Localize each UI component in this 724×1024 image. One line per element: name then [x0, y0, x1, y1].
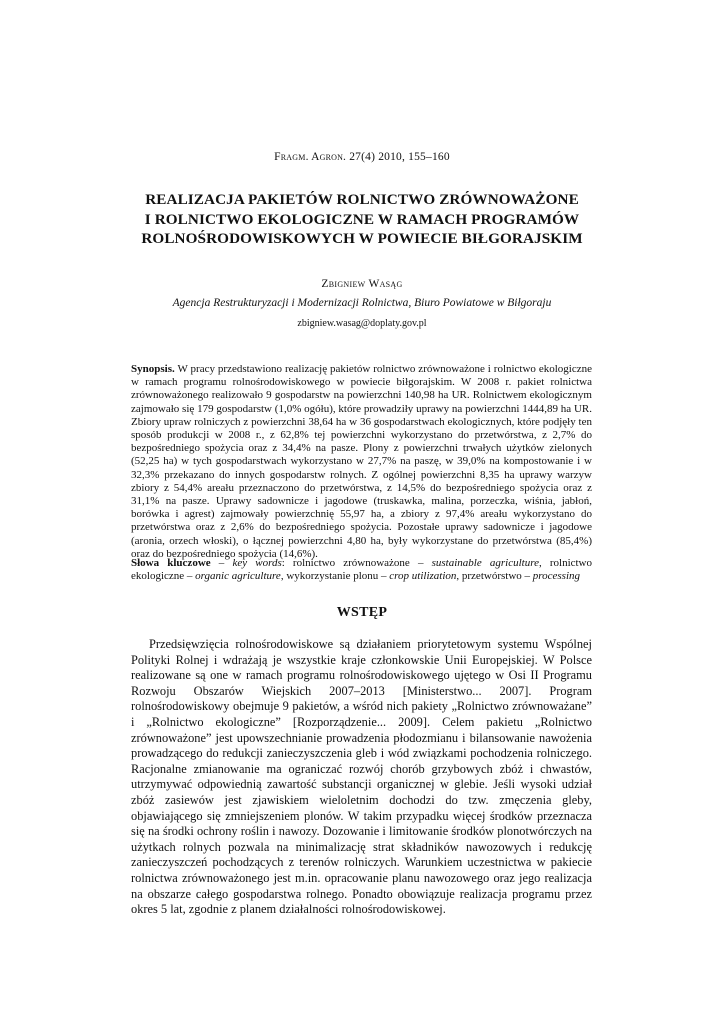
abstract-text: W pracy przedstawiono realizację pakietów rolnictwo zrównoważone i rolnictwo ekologiczne w ramach programu rolnośrodowiskowego w powiecie biłgorajskim. W 2008 r. pakiet rolnictwa zrównoważonego realizowało 9 gospodarstw na powierzchni 140,98 ha UR. Rolnictwem ekologicznym zajmowało się 179 gospodarstw (1,0% ogółu), które prowadziły uprawy na powierzchni 1444,89 ha UR. Zbiory upraw rolniczych z powierzchni 38,64 ha w 36 gospodarstwach ekologicznych, które podjęły ten sposób produkcji w 2008 r., z 62,8% tej powierzchni wykorzystano do przetwórstwa, z 2,7% do bezpośredniego spożycia oraz z 34,4% na pasze. Plony z powierzchni trwałych użytków zielonych (52,25 ha) w tych gospodarstwach wykorzystano w 27,7% na paszę, w 39,0% na kompostowanie i w 32,3% przekazano do innych gospodarstw rolnych. Z ogólnej powierzchni 8,35 ha uprawy warzyw zbiory z 54,4% areału przeznaczono do przetwórstwa, z 14,5% do bezpośredniego spożycia oraz z 31,1% na pasze. Uprawy sadownicze i jagodowe (truskawka, malina, porzeczka, wiśnia, jabłoń, borówka i agrest) zajmowały powierzchnię 55,97 ha, a zbiory z 97,4% areału wykorzystano do przetwórstwa oraz z 2,6% do bezpośredniego spożycia. Pozostałe uprawy sadownicze i jagodowe (aronia, orzech włoski), o łącznej powierzchni 4,80 ha, były wykorzystane do przetwórstwa (85,4%) oraz do bezpośredniego spożycia (14,6%). — [131, 363, 592, 560]
keywords-sep: – — [210, 557, 233, 569]
title-line-2: I ROLNICTWO EKOLOGICZNE W RAMACH PROGRAMÓW — [144, 210, 580, 228]
author-name: Zbigniew Wasąg — [321, 278, 403, 290]
keywords-en-label: key words — [232, 557, 282, 569]
journal-name: Fragm. Agron. — [274, 151, 347, 163]
author-affiliation: Agencja Restrukturyzacji i Modernizacji Rolnictwa, Biuro Powiatowe w Biłgoraju — [172, 297, 552, 309]
section-paragraph: Przedsięwzięcia rolnośrodowiskowe są działaniem priorytetowym systemu Wspólnej Polityki Rolnej i wdrażają je wszystkie kraje członkowskie Unii Europejskiej. W Polsce realizowane są one w ramach programu rolnośrodowiskowego ujętego w Osi II Programu Rozwoju Obszarów Wiejskich 2007–2013 [Ministerstwo... 2007]. Program rolnośrodowiskowy obejmuje 9 pakietów, a wśród nich pakiety „Rolnictwo zrównoważane” i „Rolnictwo ekologiczne” [Rozporządzenie... 2009]. Celem pakietu „Rolnictwo zrównoważone” jest upowszechnianie prowadzenia płodozmianu i bilansowanie nawożenia prowadzącego do redukcji zanieczyszczenia gleb i wód związkami pochodzenia rolniczego. Racjonalne zmianowanie ma ograniczać rozwój chorób grzybowych zbóż i chwastów, utrzymywać odpowiednią zawartość substancji organicznej w glebie. Jeśli wysoki udział zbóż zasiewów jest zjawiskiem wieloletnim dochodzi do tzw. zmęczenia gleby, objawiającego się zmniejszeniem plonów. W takim przypadku więcej środków przeznacza się na środki ochrony roślin i nawozy. Dozowanie i limitowanie środków plonotwórczych na użytkach rolnych pozwala na minimalizację strat składników nawozowych i redukcję zanieczyszczeń pochodzących z terenów rolniczych. Warunkiem uczestnictwa w pakiecie rolnictwa zrównoważonego jest m.in. opracowanie planu nawozowego oraz jego realizacja na obszarze całego gospodarstwa rolnego. Ponadto obowiązuje realizacja programu przez okres 5 lat, zgodnie z planem działalności rolnośrodowiskowej. — [131, 637, 592, 917]
keyword-pl-1: : rolnictwo zrównoważone – — [281, 557, 432, 569]
keyword-en-4: processing — [532, 570, 581, 583]
abstract — [131, 363, 592, 561]
title-line-1: REALIZACJA PAKIETÓW ROLNICTWO ZRÓWNOWAŻONE — [145, 191, 579, 208]
keyword-pl-4: , przetwórstwo – — [456, 570, 533, 583]
section-title: WSTĘP — [336, 605, 388, 620]
abstract-label: Synopsis. — [131, 363, 175, 375]
paper-title — [100, 190, 624, 249]
author-email[interactable]: zbigniew.wasag@doplaty.gov.pl — [297, 318, 427, 329]
journal-volume-pages: 27(4) 2010, 155–160 — [346, 151, 450, 163]
keyword-en-2: organic agriculture — [195, 570, 281, 583]
keyword-pl-3: , wykorzystanie plonu – — [280, 570, 390, 583]
keyword-en-1: sustainable agriculture — [431, 557, 539, 569]
keywords-label: Słowa kluczowe — [131, 557, 211, 569]
title-line-3: ROLNOŚRODOWISKOWYCH W POWIECIE BIŁGORAJSKIM — [141, 230, 583, 247]
journal-header — [0, 151, 724, 163]
keyword-en-3: crop utilization — [389, 570, 457, 583]
keywords — [131, 557, 592, 583]
keyword-pl-2: , rolnictwo ekologiczne – — [131, 557, 593, 583]
